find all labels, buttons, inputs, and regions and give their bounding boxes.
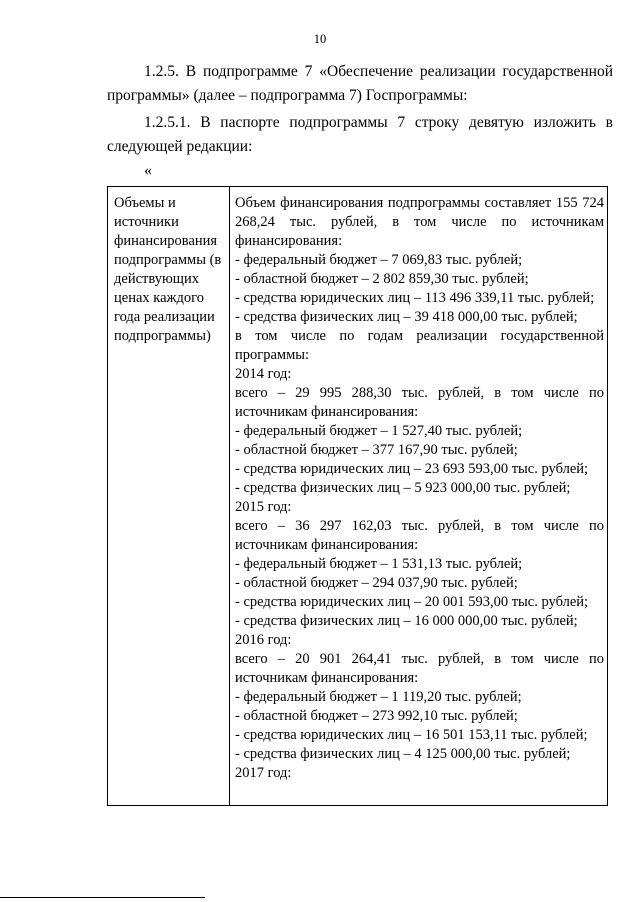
- funding-line: - средства юридических лиц – 23 693 593,00 тыс. рублей;: [235, 461, 589, 477]
- page-number: 10: [313, 32, 327, 46]
- opening-quote: «: [144, 162, 152, 179]
- passport-table: [107, 186, 608, 806]
- footnote-separator: [0, 897, 205, 898]
- right-cell-content: [235, 194, 604, 783]
- funding-line: - областной бюджет – 273 992,10 тыс. рублей;: [235, 708, 518, 724]
- column-divider: [229, 187, 230, 805]
- funding-line: - средства физических лиц – 39 418 000,00 тыс. рублей;: [235, 309, 578, 325]
- funding-line: - средства физических лиц – 16 000 000,00 тыс. рублей;: [235, 613, 578, 629]
- funding-line: - средства юридических лиц – 113 496 339,11 тыс. рублей;: [235, 290, 595, 306]
- funding-line: - федеральный бюджет – 1 531,13 тыс. рублей;: [235, 556, 523, 572]
- funding-line: - средства физических лиц – 5 923 000,00 тыс. рублей;: [235, 480, 571, 496]
- funding-line: - средства юридических лиц – 20 001 593,00 тыс. рублей;: [235, 594, 589, 610]
- funding-line: в том числе по годам реализации государственной программы:: [235, 328, 604, 363]
- funding-line: - федеральный бюджет – 7 069,83 тыс. рублей;: [235, 252, 523, 268]
- funding-line: - федеральный бюджет – 1 527,40 тыс. рублей;: [235, 423, 523, 439]
- left-cell-label: Объемы и источники финансирования подпрограммы (в действующих ценах каждого года реализации подпрограммы): [114, 195, 222, 344]
- funding-line: - средства физических лиц – 4 125 000,00 тыс. рублей;: [235, 746, 571, 762]
- paragraph-1-2-5: 1.2.5. В подпрограмме 7 «Обеспечение реализации государственной программы» (далее – подпрограмма 7) Госпрограммы:: [107, 63, 613, 104]
- funding-line: - федеральный бюджет – 1 119,20 тыс. рублей;: [235, 689, 522, 705]
- year-heading: 2015 год:: [235, 499, 292, 515]
- funding-line: - областной бюджет – 2 802 859,30 тыс. рублей;: [235, 271, 529, 287]
- funding-line: всего – 29 995 288,30 тыс. рублей, в том числе по источникам финансирования:: [235, 385, 604, 420]
- funding-line: всего – 36 297 162,03 тыс. рублей, в том числе по источникам финансирования:: [235, 518, 604, 553]
- paragraph-1-2-5-1: 1.2.5.1. В паспорте подпрограммы 7 строку девятую изложить в следующей редакции:: [107, 114, 613, 155]
- year-heading: 2014 год:: [235, 366, 292, 382]
- funding-line: - областной бюджет – 294 037,90 тыс. рублей;: [235, 575, 518, 591]
- funding-line: всего – 20 901 264,41 тыс. рублей, в том числе по источникам финансирования:: [235, 651, 604, 686]
- year-heading: 2017 год:: [235, 765, 292, 781]
- funding-line: - средства юридических лиц – 16 501 153,11 тыс. рублей;: [235, 727, 588, 743]
- funding-line: - областной бюджет – 377 167,90 тыс. рублей;: [235, 442, 518, 458]
- funding-line: Объем финансирования подпрограммы составляет 155 724 268,24 тыс. рублей, в том числе по источникам финансирования:: [235, 195, 604, 249]
- year-heading: 2016 год:: [235, 632, 292, 648]
